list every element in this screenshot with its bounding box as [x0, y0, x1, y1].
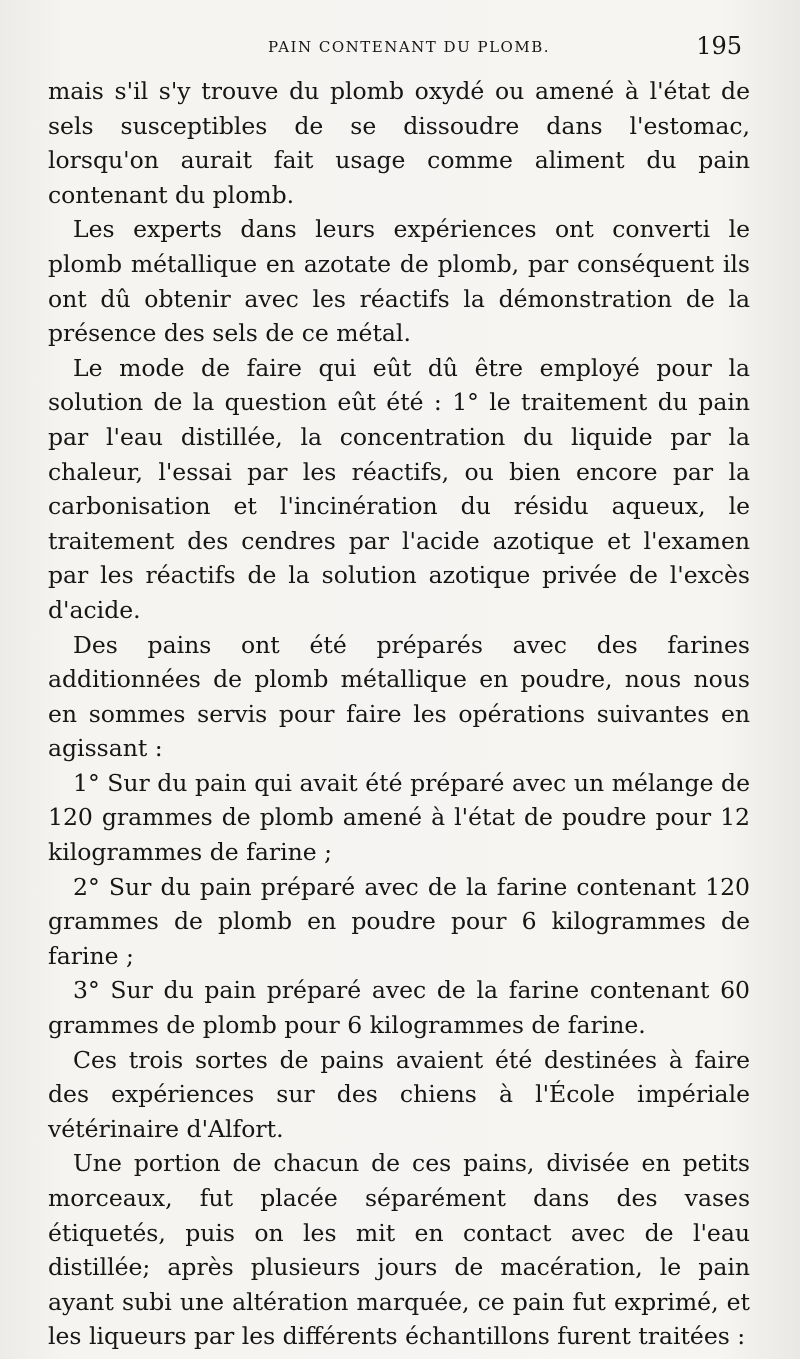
list-item-third-bread: 3° Sur du pain préparé avec de la farine contenant 60 grammes de plomb pour 6 kilogrammes de farine.	[48, 976, 750, 1040]
running-header	[48, 30, 750, 74]
paragraph-method: Le mode de faire qui eût dû être employé pour la solution de la question eût été : 1° le traitement du pain par l'eau distillée, la concentration du liquide par la chaleur, l'essai par les réactifs, ou bien encore par la carbonisation et l'incinération du résidu aqueux, le traitement des cendres par l'acide azotique et l'examen par les réactifs de la solution azotique privée de l'excès d'acide.	[48, 353, 750, 624]
paragraph-experts: Les experts dans leurs expériences ont converti le plomb métallique en azotate de plomb, par conséquent ils ont dû obtenir avec les réactifs la démonstration de la présence des sels de ce métal.	[48, 215, 750, 348]
list-item-second-bread: 2° Sur du pain préparé avec de la farine contenant 120 grammes de plomb en poudre pour 6 kilogrammes de farine ;	[48, 872, 750, 970]
paragraph-continuation: mais s'il s'y trouve du plomb oxydé ou amené à l'état de sels susceptibles de se dissoudre dans l'estomac, lorsqu'on aurait fait usage comme aliment du pain contenant du plomb.	[48, 77, 750, 209]
paragraph-three-breads: Ces trois sortes de pains avaient été destinées à faire des expériences sur des chiens à l'École impériale vétérinaire d'Alfort.	[48, 1045, 750, 1143]
paragraph-portion: Une portion de chacun de ces pains, divisée en petits morceaux, fut placée séparément dans des vases étiquetés, puis on les mit en contact avec de l'eau distillée; après plusieurs jours de macération, le pain ayant subi une altération marquée, ce pain fut exprimé, et les liqueurs par les différents échantillons furent traitées :	[48, 1149, 750, 1351]
paragraph-breads-prepared: Des pains ont été préparés avec des farines additionnées de plomb métallique en poudre, nous nous en sommes servis pour faire les opérations suivantes en agissant :	[48, 630, 750, 763]
page-number: 195	[696, 32, 742, 60]
list-item-first-bread: 1° Sur du pain qui avait été préparé avec un mélange de 120 grammes de plomb amené à l'état de poudre pour 12 kilogrammes de farine ;	[48, 768, 750, 867]
running-title: PAIN CONTENANT DU PLOMB.	[267, 38, 550, 56]
body-text	[48, 74, 750, 1354]
